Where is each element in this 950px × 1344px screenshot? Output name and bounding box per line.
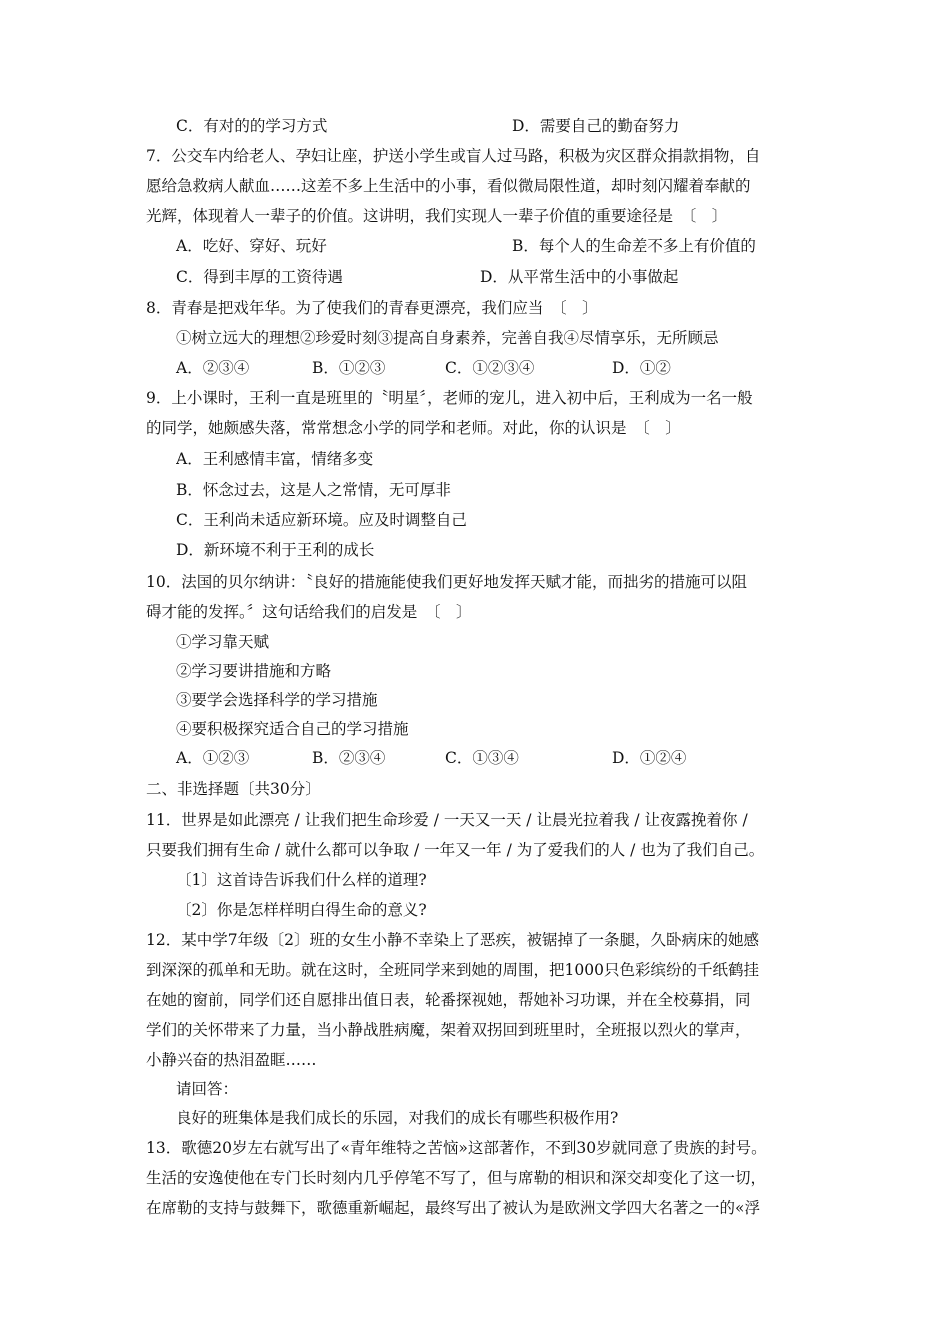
- q7-option-c: C．得到丰厚的工资待遇: [176, 268, 343, 286]
- q10-statement-1: ①学习靠天赋: [176, 633, 270, 651]
- q10-statement-4: ④要积极探究适合自己的学习措施: [176, 720, 409, 738]
- q11-text-line1: 11．世界是如此漂亮 / 让我们把生命珍爱 / 一天又一天 / 让晨光拉着我 / 让夜露挽着你 /: [146, 811, 748, 829]
- q7-text-line2: 愿给急救病人献血……这差不多上生活中的小事，看似微局限性道，却时刻闪耀着奉献的: [146, 177, 751, 195]
- q9-option-a: A．王利感情丰富，情绪多变: [176, 450, 374, 468]
- q13-text-line2: 生活的安逸使他在专门长时刻内几乎停笔不写了，但与席勒的相识和深交却变化了这一切，: [146, 1169, 767, 1187]
- q10-option-d: D．①②④: [612, 749, 687, 767]
- q8-option-b: B．①②③: [312, 359, 386, 377]
- section-2-heading: 二、非选择题〔共30分〕: [146, 780, 321, 798]
- q12-text-line4: 学们的关怀带来了力量，当小静战胜病魔，架着双拐回到班里时，全班报以烈火的掌声，: [146, 1021, 751, 1039]
- q10-option-c: C．①③④: [445, 749, 519, 767]
- q8-option-c: C．①②③④: [445, 359, 535, 377]
- q9-option-b: B．怀念过去，这是人之常情，无可厚非: [176, 481, 451, 499]
- q10-text-line2: 碍才能的发挥。〞这句话给我们的启发是 〔 〕: [146, 603, 472, 621]
- q12-question: 良好的班集体是我们成长的乐园，对我们的成长有哪些积极作用?: [176, 1109, 619, 1127]
- q10-statement-2: ②学习要讲措施和方略: [176, 662, 332, 680]
- q10-option-a: A．①②③: [176, 749, 250, 767]
- q10-text-line1: 10．法国的贝尔纳讲：〝良好的措施能使我们更好地发挥天赋才能，而拙劣的措施可以阻: [146, 573, 747, 591]
- q11-subquestion-1: 〔1〕这首诗告诉我们什么样的道理?: [176, 871, 427, 889]
- q7-text-line1: 7．公交车内给老人、孕妇让座，护送小学生或盲人过马路，积极为灾区群众捐款捐物，自: [146, 147, 761, 165]
- q13-text-line1: 13．歌德20岁左右就写出了«青年维特之苦恼»这部著作，不到30岁就同意了贵族的封号。: [146, 1139, 767, 1157]
- q8-text: 8．青春是把戏年华。为了使我们的青春更漂亮，我们应当 〔 〕: [146, 299, 598, 317]
- q12-text-line3: 在她的窗前，同学们还自愿排出值日表，轮番探视她，帮她补习功课，并在全校募捐，同: [146, 991, 751, 1009]
- q9-text-line1: 9．上小课时，王利一直是班里的〝明星〞，老师的宠儿，进入初中后，王利成为一名一般: [146, 389, 753, 407]
- q6-option-c: C．有对的的学习方式: [176, 117, 328, 135]
- q7-option-d: D．从平常生活中的小事做起: [480, 268, 679, 286]
- q8-statements: ①树立远大的理想②珍爱时刻③提高自身素养，完善自我④尽情享乐，无所顾忌: [176, 329, 719, 347]
- q6-option-d: D．需要自己的勤奋努力: [512, 117, 680, 135]
- q8-option-d: D．①②: [612, 359, 671, 377]
- q7-option-b: B．每个人的生命差不多上有价值的: [512, 237, 756, 255]
- q7-option-a: A．吃好、穿好、玩好: [176, 237, 327, 255]
- q11-text-line2: 只要我们拥有生命 / 就什么都可以争取 / 一年又一年 / 为了爱我们的人 / 也为了我们自己。: [146, 841, 765, 859]
- q8-option-a: A．②③④: [176, 359, 250, 377]
- q12-text-line5: 小静兴奋的热泪盈眶……: [146, 1051, 317, 1069]
- q9-text-line2: 的同学，她颇感失落，常常想念小学的同学和老师。对此，你的认识是 〔 〕: [146, 419, 681, 437]
- q10-statement-3: ③要学会选择科学的学习措施: [176, 691, 378, 709]
- q10-option-b: B．②③④: [312, 749, 386, 767]
- q9-option-d: D．新环境不利于王利的成长: [176, 541, 375, 559]
- q11-subquestion-2: 〔2〕你是怎样样明白得生命的意义?: [176, 901, 427, 919]
- q13-text-line3: 在席勒的支持与鼓舞下，歌德重新崛起，最终写出了被认为是欧洲文学四大名著之一的«浮: [146, 1199, 760, 1217]
- q12-text-line1: 12．某中学7年级〔2〕班的女生小静不幸染上了恶疾，被锯掉了一条腿，久卧病床的她感: [146, 931, 759, 949]
- q7-text-line3: 光辉，体现着人一辈子的价值。这讲明，我们实现人一辈子价值的重要途径是 〔 〕: [146, 207, 728, 225]
- q9-option-c: C．王利尚未适应新环境。应及时调整自己: [176, 511, 467, 529]
- q12-prompt: 请回答：: [176, 1080, 239, 1098]
- q12-text-line2: 到深深的孤单和无助。就在这时，全班同学来到她的周围，把1000只色彩缤纷的千纸鹤挂: [146, 961, 759, 979]
